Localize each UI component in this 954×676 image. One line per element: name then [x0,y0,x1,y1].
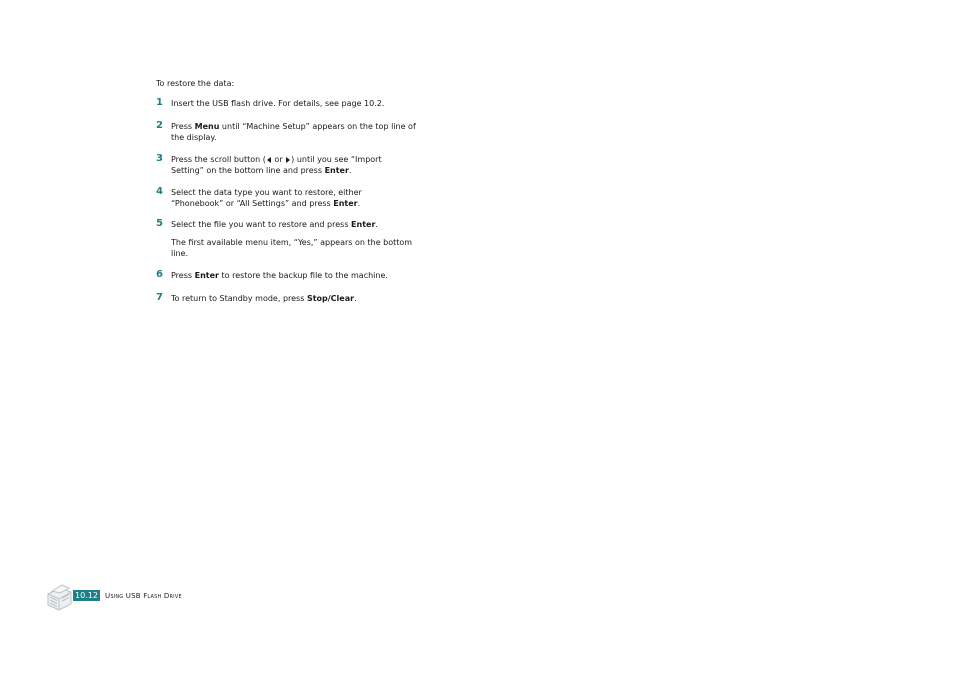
step-number: 4 [156,186,163,197]
step-number: 6 [156,269,163,280]
step-text-part: until “Machine Setup” appears on the top line of the display. [171,122,416,142]
step-text [171,155,416,176]
intro-text: To restore the data: [156,79,235,88]
key-name: Menu [194,122,220,131]
step-text-part: . [348,165,352,175]
step-text-part: Press [171,122,195,131]
step-text-part: To return to Standby mode, press [171,294,307,303]
step-number: 5 [156,218,163,229]
step-text-part: Insert the USB flash drive. For details, see page 10.2. [171,99,385,108]
step-text-part: . [375,220,378,229]
step-number: 2 [156,120,163,131]
step-text-part: Select the file you want to restore and press [171,220,352,229]
step-text-part: . [354,294,357,303]
step-text-part: Select the data type you want to restore, either “Phonebook” or “All Settings” and press [171,188,362,208]
step-5-note: The first available menu item, “Yes,” appears on the bottom line. [171,238,413,258]
key-name: Enter [194,271,219,280]
step-text-part: . [357,198,361,208]
key-name: Enter [351,220,376,229]
step-text-part: Press the scroll button ( [171,155,266,164]
step-text [171,294,416,305]
step-text-part: to restore the backup file to the machine. [218,271,388,280]
key-name: Enter [333,198,358,208]
printer-icon [44,580,74,612]
key-name: Enter [324,165,349,175]
step-text [171,188,416,209]
step-text [171,220,416,231]
key-name: Stop/Clear [306,294,355,303]
step-number: 3 [156,153,163,164]
step-text [171,99,416,110]
step-text [171,271,416,282]
step-text-part: ) until you see “Import Setting” on the bottom line and press [171,155,382,175]
step-text [171,122,416,143]
chapter-title: Using USB Flash Drive [105,592,182,600]
page-number: 10.12 [75,591,98,600]
right-arrow-icon [286,157,290,163]
step-number: 1 [156,97,163,108]
step-number: 7 [156,292,163,303]
left-arrow-icon [267,157,271,163]
step-text-part: or [271,155,286,164]
step-text-part: Press [171,271,195,280]
